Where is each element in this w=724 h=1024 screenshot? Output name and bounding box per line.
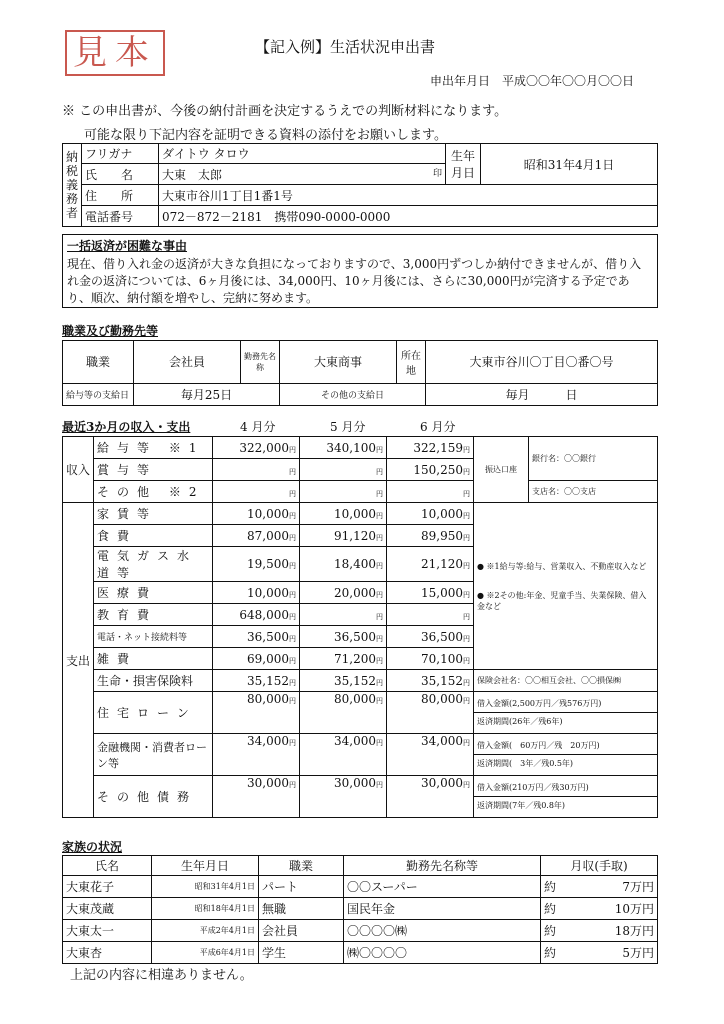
yen-unit: 円 (289, 533, 296, 542)
footer-statement: 上記の内容に相違ありません。 (70, 968, 253, 983)
yen-unit: 円 (463, 781, 470, 789)
page-title: 【記入例】生活状況申出書 (255, 38, 436, 56)
employer-label: 勤務先名称 (241, 341, 280, 384)
expense-label-cell (94, 626, 213, 648)
expense-value: 10,000 (247, 506, 289, 521)
expense-value: 35,152 (334, 673, 376, 688)
expense-value-cell (387, 670, 474, 692)
family-employer: 〇〇〇〇㈱ (344, 920, 541, 942)
yen-unit: 円 (376, 533, 383, 542)
expense-value-cell (213, 547, 300, 582)
income-row-label: 給与等 ※1 (97, 441, 205, 455)
income-row (63, 481, 658, 503)
furigana-value: ダイトウ タロウ (159, 144, 446, 164)
payday-label: 給与等の支給日 (63, 383, 134, 405)
family-approx: 約 (541, 898, 568, 920)
income-section-title: 最近3か月の収入・支出 (62, 420, 191, 434)
income-label-cell (94, 437, 213, 459)
loan-amount: 借入金額(2,500万円／残576万円) (477, 699, 602, 708)
expense-row-label: 住宅ローン (97, 706, 197, 720)
expense-value: 21,120 (421, 557, 463, 571)
bullet-note-2: ※2その他:年金、児童手当、失業保険、借入金など (477, 590, 647, 611)
name-label: 氏 名 (82, 164, 159, 185)
month-header-2: 5 月分 (330, 420, 366, 434)
family-job: 会社員 (259, 920, 344, 942)
family-name: 大東花子 (63, 876, 152, 898)
address-value: 大東市谷川1丁目1番1号 (159, 185, 658, 206)
income-value-cell (387, 481, 474, 503)
family-dob: 平成6年4月1日 (152, 942, 259, 964)
expense-value: 70,100 (421, 651, 463, 666)
expense-value: 35,152 (421, 673, 463, 688)
branch-name: 支店名：〇〇支店 (532, 487, 596, 496)
expense-value-cell (387, 648, 474, 670)
family-name: 大東杏 (63, 942, 152, 964)
employer-value: 大東商事 (280, 341, 397, 384)
expense-value-cell (213, 734, 300, 776)
expense-row-label: 雑費 (97, 652, 138, 666)
income-row (63, 437, 658, 459)
expense-value-cell (213, 525, 300, 547)
expense-value-cell (387, 582, 474, 604)
income-value: 322,000 (239, 440, 289, 455)
expense-value: 30,000 (247, 776, 289, 790)
expense-value-cell (300, 776, 387, 818)
expense-value: 35,152 (247, 673, 289, 688)
family-income: 7万円 (567, 876, 658, 898)
yen-unit: 円 (463, 634, 470, 643)
expense-value: 34,000 (247, 734, 289, 748)
expense-row-label: 家賃等 (97, 507, 158, 521)
income-value-cell (387, 437, 474, 459)
yen-unit: 円 (289, 781, 296, 789)
name-cell (159, 164, 446, 185)
family-header-dob: 生年月日 (152, 856, 259, 876)
family-employer: ㈱〇〇〇〇 (344, 942, 541, 964)
income-value-cell (387, 459, 474, 481)
furigana-label: フリガナ (82, 144, 159, 164)
yen-unit: 円 (463, 697, 470, 705)
expense-value-cell (387, 547, 474, 582)
transfer-label-cell (474, 437, 529, 503)
family-row (63, 942, 658, 964)
income-row-label: その他 ※2 (97, 485, 205, 499)
seal-mark: 印 (432, 168, 442, 179)
yen-unit: 円 (463, 445, 470, 454)
job-section-title: 職業及び勤務先等 (62, 324, 159, 338)
transfer-label: 振込口座 (485, 465, 517, 474)
expense-label-cell (94, 692, 213, 734)
expense-value-cell (213, 776, 300, 818)
income-label-cell (94, 459, 213, 481)
yen-unit: 円 (376, 612, 383, 621)
yen-unit: 円 (289, 678, 296, 687)
expense-value: 10,000 (247, 585, 289, 600)
job-label: 職業 (63, 341, 134, 384)
yen-unit: 円 (376, 739, 383, 747)
income-side-label: 収入 (66, 463, 91, 477)
expense-value-cell (213, 626, 300, 648)
family-header-income: 月収(手取) (541, 856, 658, 876)
dob-value: 昭和31年4月1日 (481, 144, 658, 185)
location-label: 所在地 (397, 341, 426, 384)
expense-value-cell (213, 604, 300, 626)
location-value: 大東市谷川〇丁目〇番〇号 (426, 341, 658, 384)
expense-value: 34,000 (334, 734, 376, 748)
family-approx: 約 (541, 942, 568, 964)
family-row (63, 920, 658, 942)
name-value: 大東 太郎 (162, 167, 223, 182)
loan-period: 返済期間( 3年／残0.5年) (477, 759, 574, 768)
expense-value: 80,000 (247, 692, 289, 706)
bank-cell (529, 437, 658, 481)
expense-row (63, 776, 658, 818)
family-header-employer: 勤務先名称等 (344, 856, 541, 876)
yen-unit: 円 (289, 656, 296, 665)
family-employer: 〇〇スーパー (344, 876, 541, 898)
expense-value-cell (300, 670, 387, 692)
expense-value-cell (300, 582, 387, 604)
expense-value: 36,500 (421, 629, 463, 644)
family-approx: 約 (541, 920, 568, 942)
expense-value: 87,000 (247, 528, 289, 543)
expense-value: 69,000 (247, 651, 289, 666)
expense-value: 30,000 (334, 776, 376, 790)
income-value-cell (213, 459, 300, 481)
yen-unit: 円 (289, 511, 296, 520)
loan-period: 返済期間(7年／残0.8年) (477, 801, 566, 810)
expense-value-cell (387, 525, 474, 547)
yen-unit: 円 (289, 590, 296, 599)
expense-value-cell (213, 670, 300, 692)
other-payday-value: 毎月 日 (426, 383, 658, 405)
notes-cell: ● ※1給与等:給与、営業収入、不動産収入など ● ※2その他:年金、児童手当、失業保険、借入金など (474, 503, 658, 670)
family-income: 10万円 (567, 898, 658, 920)
expense-row (63, 692, 658, 734)
expense-value: 71,200 (334, 651, 376, 666)
income-expense-table (62, 436, 658, 818)
family-header-name: 氏名 (63, 856, 152, 876)
family-job: 学生 (259, 942, 344, 964)
yen-unit: 円 (463, 533, 470, 542)
yen-unit: 円 (463, 739, 470, 747)
loan-cell (474, 692, 658, 734)
family-table (62, 855, 658, 964)
expense-value: 30,000 (421, 776, 463, 790)
yen-unit: 円 (463, 511, 470, 520)
expense-value-cell (213, 692, 300, 734)
expense-row-label: 金融機関・消費者ローン等 (97, 740, 207, 770)
family-dob: 昭和31年4月1日 (152, 876, 259, 898)
expense-label-cell (94, 547, 213, 582)
expense-value-cell (213, 582, 300, 604)
expense-label-cell (94, 604, 213, 626)
yen-unit: 円 (376, 697, 383, 705)
yen-unit: 円 (463, 489, 470, 498)
expense-value: 10,000 (334, 506, 376, 521)
income-side-cell (63, 437, 94, 503)
yen-unit: 円 (463, 467, 470, 476)
family-employer: 国民年金 (344, 898, 541, 920)
yen-unit: 円 (376, 590, 383, 599)
loan-cell (474, 734, 658, 776)
expense-label-cell (94, 734, 213, 776)
tel-value: 072－872－2181 携帯090-0000-0000 (159, 206, 658, 227)
taxpayer-side-label: 納税義務者 (63, 144, 82, 227)
family-dob: 平成2年4月1日 (152, 920, 259, 942)
income-label-cell (94, 481, 213, 503)
branch-cell (529, 481, 658, 503)
expense-value: 15,000 (421, 585, 463, 600)
expense-side-cell (63, 503, 94, 818)
expense-value-cell (213, 648, 300, 670)
income-value-cell (300, 481, 387, 503)
yen-unit: 円 (289, 612, 296, 621)
expense-value: 91,120 (334, 528, 376, 543)
expense-value: 20,000 (334, 585, 376, 600)
expense-row (63, 734, 658, 776)
expense-value-cell (213, 503, 300, 525)
note-1: ※ この申出書が、今後の納付計画を決定するうえでの判断材料になります。 (62, 104, 508, 119)
income-value: 340,100 (326, 440, 376, 455)
expense-value: 89,950 (421, 528, 463, 543)
yen-unit: 円 (289, 697, 296, 705)
expense-row-label: 教育費 (97, 608, 158, 622)
yen-unit: 円 (289, 467, 296, 476)
family-income: 5万円 (567, 942, 658, 964)
month-header-1: 4 月分 (240, 420, 276, 434)
expense-value: 36,500 (247, 629, 289, 644)
expense-value: 80,000 (334, 692, 376, 706)
yen-unit: 円 (376, 656, 383, 665)
expense-row-label: その他債務 (97, 790, 198, 804)
yen-unit: 円 (463, 562, 470, 570)
expense-row-label: 電気ガス水道等 (97, 549, 198, 580)
expense-value-cell (387, 776, 474, 818)
month-header-3: 6 月分 (420, 420, 456, 434)
expense-value-cell (300, 604, 387, 626)
expense-value-cell (387, 503, 474, 525)
expense-value: 648,000 (239, 607, 289, 622)
insurance-cell (474, 670, 658, 692)
expense-value-cell (300, 692, 387, 734)
expense-value: 80,000 (421, 692, 463, 706)
bullet-note-1: ※1給与等:給与、営業収入、不動産収入など (486, 561, 647, 571)
expense-label-cell (94, 670, 213, 692)
reason-title: 一括返済が困難な事由 (67, 239, 188, 253)
expense-value: 19,500 (247, 557, 289, 571)
income-value: 322,159 (413, 440, 463, 455)
income-value-cell (300, 459, 387, 481)
address-label: 住 所 (82, 185, 159, 206)
yen-unit: 円 (289, 489, 296, 498)
sample-stamp: 見本 (65, 30, 165, 76)
expense-value-cell (300, 734, 387, 776)
expense-row-label: 生命・損害保険料 (97, 674, 194, 688)
family-income: 18万円 (567, 920, 658, 942)
expense-value: 18,400 (334, 557, 376, 571)
yen-unit: 円 (376, 678, 383, 687)
expense-row-label: 食費 (97, 529, 138, 543)
family-name: 大東茂蔵 (63, 898, 152, 920)
income-value-cell (300, 437, 387, 459)
expense-label-cell (94, 503, 213, 525)
yen-unit: 円 (289, 739, 296, 747)
yen-unit: 円 (463, 656, 470, 665)
expense-row (63, 503, 658, 525)
expense-label-cell (94, 648, 213, 670)
insurance-company: 保険会社名：〇〇相互会社、〇〇損保㈱ (477, 676, 621, 685)
expense-label-cell (94, 582, 213, 604)
yen-unit: 円 (376, 781, 383, 789)
payday-value: 毎月25日 (134, 383, 280, 405)
family-approx: 約 (541, 876, 568, 898)
family-section-title: 家族の状況 (62, 840, 123, 854)
expense-label-cell (94, 776, 213, 818)
family-row (63, 876, 658, 898)
expense-row-label: 電話・ネット接続料等 (97, 633, 188, 643)
loan-amount: 借入金額(210万円／残30万円) (477, 783, 589, 792)
expense-row-label: 医療費 (97, 586, 158, 600)
yen-unit: 円 (463, 678, 470, 687)
tel-label: 電話番号 (82, 206, 159, 227)
expense-value-cell (300, 626, 387, 648)
family-job: パート (259, 876, 344, 898)
expense-value-cell (387, 734, 474, 776)
yen-unit: 円 (289, 445, 296, 454)
taxpayer-table (62, 143, 658, 227)
yen-unit: 円 (376, 511, 383, 520)
loan-period: 返済期間(26年／残6年) (477, 717, 563, 726)
job-value: 会社員 (134, 341, 241, 384)
bank-name: 銀行名：〇〇銀行 (532, 454, 596, 463)
yen-unit: 円 (463, 590, 470, 599)
filing-date: 申出年月日 平成〇〇年〇〇月〇〇日 (430, 74, 635, 88)
expense-label-cell (94, 525, 213, 547)
expense-value: 10,000 (421, 506, 463, 521)
loan-cell (474, 776, 658, 818)
family-dob: 昭和18年4月1日 (152, 898, 259, 920)
other-payday-label: その他の支給日 (280, 383, 426, 405)
expense-value: 34,000 (421, 734, 463, 748)
expense-side-label: 支出 (66, 653, 91, 668)
expense-row (63, 670, 658, 692)
expense-value-cell (387, 692, 474, 734)
family-job: 無職 (259, 898, 344, 920)
reason-box (62, 234, 658, 308)
yen-unit: 円 (376, 445, 383, 454)
expense-value-cell (300, 648, 387, 670)
family-row (63, 898, 658, 920)
income-value: 150,250 (413, 462, 463, 477)
yen-unit: 円 (463, 612, 470, 621)
expense-value-cell (387, 604, 474, 626)
income-value-cell (213, 481, 300, 503)
expense-value-cell (387, 626, 474, 648)
yen-unit: 円 (376, 467, 383, 476)
note-2: 可能な限り下記内容を証明できる資料の添付をお願いします。 (84, 128, 447, 143)
job-table (62, 340, 658, 406)
reason-text: 現在、借り入れ金の返済が大きな負担になっておりますので、3,000円ずつしか納付できませんが、借り入れ金の返済については、6ヶ月後には、34,000円、10ヶ月後には、さらに30,000円が完済する予定であり、順次、納付額を増やし、完納に努めます。 (67, 257, 642, 305)
yen-unit: 円 (376, 489, 383, 498)
yen-unit: 円 (376, 634, 383, 643)
yen-unit: 円 (289, 562, 296, 570)
income-row-label: 賞与等 (97, 463, 158, 477)
family-header-job: 職業 (259, 856, 344, 876)
expense-value: 36,500 (334, 629, 376, 644)
expense-value-cell (300, 503, 387, 525)
yen-unit: 円 (376, 562, 383, 570)
family-name: 大東太一 (63, 920, 152, 942)
expense-value-cell (300, 525, 387, 547)
dob-label: 生年月日 (446, 144, 481, 185)
income-value-cell (213, 437, 300, 459)
expense-value-cell (300, 547, 387, 582)
loan-amount: 借入金額( 60万円／残 20万円) (477, 741, 600, 750)
yen-unit: 円 (289, 634, 296, 643)
